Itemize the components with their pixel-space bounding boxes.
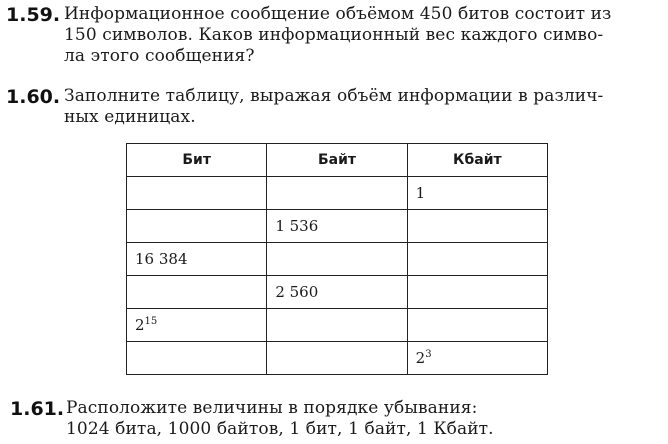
problem-text	[66, 398, 494, 440]
header-bit: Бит	[127, 144, 267, 177]
table-cell-kbyte	[407, 243, 547, 276]
cell-value: 2	[135, 316, 145, 334]
table-cell-kbyte	[407, 342, 547, 375]
table-cell-bit	[127, 210, 267, 243]
problem-number: 1.61.	[10, 398, 65, 420]
problem-1-60	[0, 86, 668, 130]
cell-value: 1	[415, 184, 426, 202]
table-cell-byte	[267, 210, 407, 243]
table-cell-byte	[267, 243, 407, 276]
cell-value: 1 536	[275, 217, 319, 235]
header-byte: Байт	[267, 144, 407, 177]
table-cell-byte	[267, 309, 407, 342]
table-body	[127, 177, 548, 375]
table-cell-bit	[127, 342, 267, 375]
problem-number: 1.59.	[6, 4, 61, 26]
table-cell-kbyte	[407, 276, 547, 309]
table-cell-kbyte	[407, 210, 547, 243]
header-kbyte: Кбайт	[407, 144, 547, 177]
problem-text-line: Заполните таблицу, выражая объём информации в различ-	[64, 86, 604, 106]
table-row	[127, 177, 548, 210]
table-cell-bit	[127, 243, 267, 276]
cell-exponent: 3	[425, 349, 432, 360]
table-cell-kbyte	[407, 309, 547, 342]
table-row	[127, 243, 548, 276]
table-header-row	[127, 144, 548, 177]
problem-text-line: ных единицах.	[64, 107, 196, 127]
problem-1-59	[0, 4, 668, 70]
cell-value: 2	[415, 349, 426, 367]
problem-number: 1.60.	[6, 86, 61, 108]
problem-text-line: 1024 бита, 1000 байтов, 1 бит, 1 байт, 1 Кбайт.	[66, 419, 494, 439]
units-table	[126, 143, 548, 375]
table-cell-byte	[267, 342, 407, 375]
table-row	[127, 309, 548, 342]
table-cell-bit	[127, 177, 267, 210]
table-cell-kbyte	[407, 177, 547, 210]
problem-text-line: Расположите величины в порядке убывания:	[66, 398, 478, 418]
cell-exponent: 15	[144, 316, 158, 327]
problem-text	[64, 4, 611, 67]
problem-text-line: 150 символов. Каков информационный вес каждого симво-	[64, 25, 604, 45]
problem-text-line: ла этого сообщения?	[64, 46, 255, 66]
table-row	[127, 210, 548, 243]
table-row	[127, 342, 548, 375]
table-cell-byte	[267, 276, 407, 309]
cell-value: 16 384	[135, 250, 188, 268]
table-cell-bit	[127, 276, 267, 309]
table-cell-bit	[127, 309, 267, 342]
table-cell-byte	[267, 177, 407, 210]
problem-text-line: Информационное сообщение объёмом 450 битов состоит из	[64, 4, 612, 24]
table-row	[127, 276, 548, 309]
problem-text	[64, 86, 603, 128]
problem-1-61	[0, 398, 668, 444]
cell-value: 2 560	[275, 283, 319, 301]
